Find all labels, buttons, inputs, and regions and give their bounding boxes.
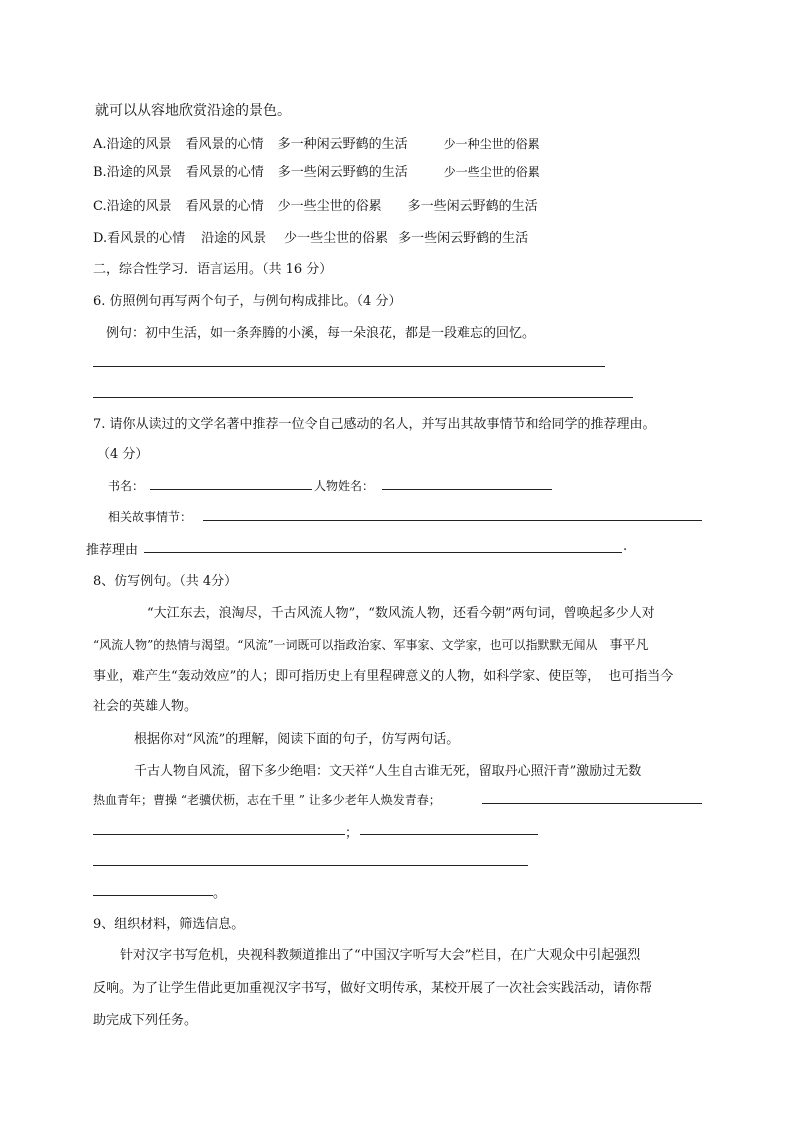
story-field[interactable] [203, 520, 702, 521]
q8-text: 也可指当今 [608, 669, 674, 684]
option-label: A. [93, 137, 107, 152]
person-field[interactable] [382, 489, 552, 490]
section-title: 二，综合性学习．语言运用。（共 16 分） [93, 262, 333, 277]
option-label: B. [93, 165, 107, 180]
reason-end: . [623, 539, 628, 554]
q6-prompt: 6. 仿照例句再写两个句子，与例句构成排比。（4 分） [93, 294, 402, 309]
answer-line[interactable] [93, 397, 633, 398]
option-part: 看风景的心情 [185, 137, 264, 152]
reason-field[interactable] [144, 552, 622, 553]
q9-prompt: 9、组织材料，筛选信息。 [93, 917, 245, 932]
option-part: 多一些闲云野鹤的生活 [407, 199, 538, 214]
option-part: 沿途的风景 [106, 137, 172, 152]
q8-para1-line3 [93, 665, 673, 684]
option-label: D. [93, 231, 108, 246]
reason-label: 推荐理由 [86, 543, 139, 558]
q8-para1-line1: “大江东去，浪淘尽，千古风流人物”，“数风流人物，还看今朝”两句词，曾唤起多少人对 [147, 606, 655, 621]
option-part: 多一些闲云野鹤的生活 [398, 231, 529, 246]
answer-line[interactable] [93, 895, 213, 896]
q8-para1-line4: 社会的英雄人物。 [93, 699, 198, 714]
option-part: 沿途的风景 [201, 231, 267, 246]
period: 。 [213, 886, 227, 901]
q8-text: “风流人物”的热情与渴望。“风流”一词既可以指政治家、军事家、文学家，也可以指默默无闻从 [93, 638, 598, 652]
q6-example: 例句：初中生活，如一条奔腾的小溪，每一朵浪花，都是一段难忘的回忆。 [106, 326, 536, 341]
option-part: 多一种闲云野鹤的生活 [277, 137, 408, 152]
option-part: 多一些闲云野鹤的生活 [277, 165, 408, 180]
book-label: 书名： [108, 479, 145, 493]
option-part: 沿途的风景 [106, 165, 172, 180]
book-field[interactable] [150, 489, 312, 490]
option-part: 少一些尘世的俗累 [284, 231, 389, 246]
q7-points: （4 分） [97, 447, 149, 462]
option-part: 少一些尘世的俗累 [443, 165, 540, 179]
answer-line[interactable] [93, 865, 528, 866]
semicolon: ； [345, 826, 359, 841]
q9-para-line2: 反响。为了让学生借此更加重视汉字书写，做好文明传承，某校开展了一次社会实践活动，请你帮 [93, 981, 653, 996]
q8-para1-line2 [93, 634, 649, 653]
option-d [93, 227, 528, 246]
story-label: 相关故事情节： [108, 510, 193, 524]
option-part: 少一些尘世的俗累 [277, 199, 382, 214]
answer-line[interactable] [482, 803, 702, 804]
answer-line[interactable] [93, 366, 605, 367]
option-a [93, 133, 540, 152]
q8-prompt: 8、仿写例句。（共 4分） [93, 574, 238, 589]
answer-line[interactable] [360, 834, 538, 835]
option-part: 看风景的心情 [185, 165, 264, 180]
q8-text: 事平凡 [609, 638, 649, 653]
option-part: 少一种尘世的俗累 [443, 137, 540, 151]
q8-para3-line1: 千古人物自风流，留下多少绝唱：文天祥“人生自古谁无死，留取丹心照汗青”激励过无数 [134, 764, 642, 779]
q9-para-line3: 助完成下列任务。 [93, 1013, 198, 1028]
answer-line[interactable] [93, 834, 345, 835]
intro-line: 就可以从容地欣赏沿途的景色。 [95, 103, 291, 119]
q8-para2: 根据你对“风流”的理解，阅读下面的句子，仿写两句话。 [134, 732, 460, 747]
option-c [93, 195, 538, 214]
option-part: 看风景的心情 [185, 199, 264, 214]
q8-para3-line2: 热血青年；曹操 “老骥伏枥，志在千里 ” 让多少老年人焕发青春； [93, 793, 441, 807]
option-part: 看风景的心情 [107, 231, 186, 246]
q7-prompt: 7. 请你从读过的文学名著中推荐一位令自己感动的名人，并写出其故事情节和给同学的推荐理由。 [93, 417, 656, 432]
option-label: C. [93, 199, 107, 214]
q8-text: 事业，难产生“轰动效应”的人；即可指历史上有里程碑意义的人物，如科学家、使臣等， [93, 669, 601, 684]
person-label: 人物姓名： [314, 479, 375, 493]
q9-para-line1: 针对汉字书写危机，央视科教频道推出了“中国汉字听写大会”栏目，在广大观众中引起强烈 [120, 948, 641, 963]
option-part: 沿途的风景 [106, 199, 172, 214]
option-b [93, 161, 540, 180]
